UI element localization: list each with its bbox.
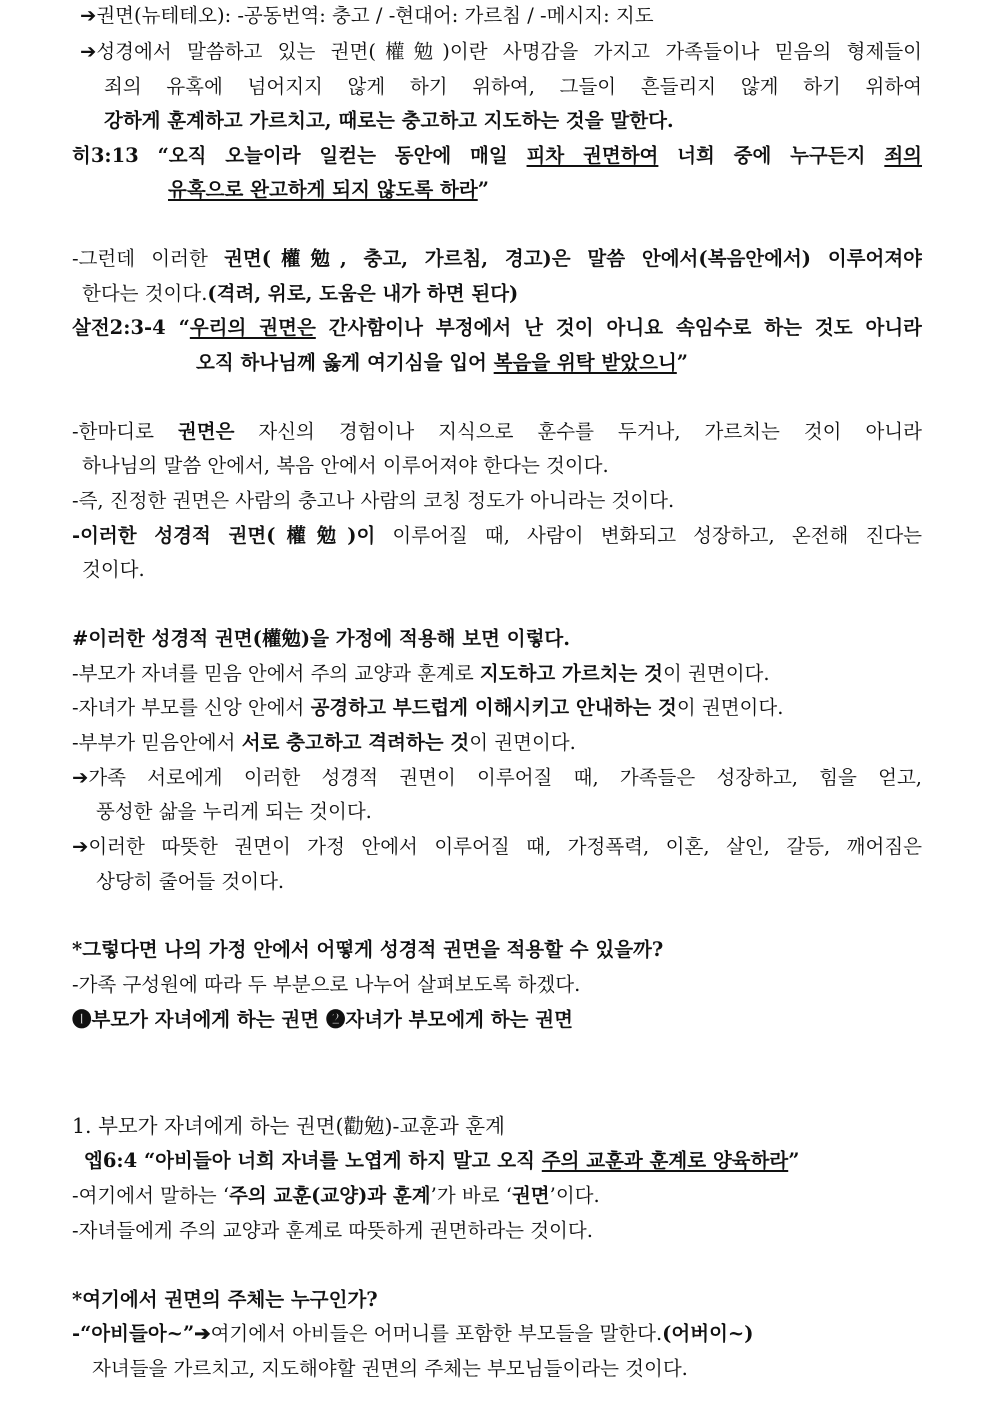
verse-reference: 살전2:3-4 xyxy=(72,316,166,339)
body-line: 강하게 훈계하고 가르치고, 때로는 충고하고 지도하는 것을 말한다. xyxy=(104,109,674,132)
body-line: -자녀가 부모를 신앙 안에서 공경하고 부드럽게 이해시키고 안내하는 것이 권면이다. xyxy=(72,696,784,719)
body-line: 죄의 유혹에 넘어지지 않게 하기 위하여, 그들이 흔들리지 않게 하기 위하여 xyxy=(104,75,922,98)
scripture-verse-thessalonians: 살전2:3-4 “우리의 권면은 간사함이나 부정에서 난 것이 아니요 속임수로 하는 것도 아니라 xyxy=(72,316,922,339)
outline-point-1: ❶부모가 자녀에게 하는 권면 xyxy=(72,1008,320,1031)
body-line: -그런데 이러한 권면(權勉, 충고, 가르침, 경고)은 말씀 안에서(복음안에서) 이루어져야 xyxy=(72,247,922,270)
outline-point-2: ❷자녀가 부모에게 하는 권면 xyxy=(325,1008,573,1031)
body-line: 한다는 것이다.(격려, 위로, 도움은 내가 하면 된다) xyxy=(82,282,519,305)
scripture-verse-continued: 오직 하나님께 옳게 여기심을 입어 복음을 위탁 받았으니” xyxy=(196,351,689,374)
outline-points xyxy=(72,1006,922,1034)
body-line: ➔이러한 따뜻한 권면이 가정 안에서 이루어질 때, 가정폭력, 이혼, 살인, 갈등, 깨어짐은 xyxy=(72,835,922,858)
verse-reference: 히3:13 xyxy=(72,144,139,167)
body-line: 자녀들을 가르치고, 지도해야할 권면의 주체는 부모님들이라는 것이다. xyxy=(92,1357,688,1380)
definition-line: ➔권면(뉴테테오): -공동번역: 충고 / -현대어: 가르침 / -메시지: 지도 xyxy=(80,4,654,27)
scripture-verse-ephesians: 엡6:4 “아비들아 너희 자녀를 노엽게 하지 말고 오직 주의 교훈과 훈계로 양육하라” xyxy=(84,1149,800,1172)
body-line: 상당히 줄어들 것이다. xyxy=(96,870,285,893)
question-heading: *그렇다면 나의 가정 안에서 어떻게 성경적 권면을 적용할 수 있을까? xyxy=(72,938,664,961)
scripture-verse-hebrews: 히3:13 “오직 오늘이라 일컫는 동안에 매일 피차 권면하여 너희 중에 누구든지 죄의 xyxy=(72,144,922,167)
body-line: -부부가 믿음안에서 서로 충고하고 격려하는 것이 권면이다. xyxy=(72,731,576,754)
question-heading: *여기에서 권면의 주체는 누구인가? xyxy=(72,1288,378,1311)
body-line: -자녀들에게 주의 교양과 훈계로 따뜻하게 권면하라는 것이다. xyxy=(72,1219,593,1242)
body-line: -“아비들아~”➔여기에서 아비들은 어머니를 포함한 부모들을 말한다.(어버이~) xyxy=(72,1322,754,1345)
section-title: 1. 부모가 자녀에게 하는 권면(勸勉)-교훈과 훈계 xyxy=(72,1114,505,1138)
body-line: 풍성한 삶을 누리게 되는 것이다. xyxy=(96,800,372,823)
verse-reference: 엡6:4 xyxy=(84,1149,138,1172)
body-line: -이러한 성경적 권면(權勉)이 이루어질 때, 사람이 변화되고 성장하고, 온전해 진다는 xyxy=(72,524,922,547)
scripture-verse-continued: 유혹으로 완고하게 되지 않도록 하라” xyxy=(168,178,489,201)
body-line: -한마디로 권면은 자신의 경험이나 지식으로 훈수를 두거나, 가르치는 것이 아니라 xyxy=(72,420,922,443)
body-line: -부모가 자녀를 믿음 안에서 주의 교양과 훈계로 지도하고 가르치는 것이 권면이다. xyxy=(72,662,770,685)
body-line: -여기에서 말하는 ‘주의 교훈(교양)과 훈계’가 바로 ‘권면’이다. xyxy=(72,1184,600,1207)
body-line: 하나님의 말씀 안에서, 복음 안에서 이루어져야 한다는 것이다. xyxy=(82,454,609,477)
body-line: ➔가족 서로에게 이러한 성경적 권면이 이루어질 때, 가족들은 성장하고, 힘을 얻고, xyxy=(72,766,922,789)
body-line: -즉, 진정한 권면은 사람의 충고나 사람의 코칭 정도가 아니라는 것이다. xyxy=(72,489,675,512)
body-line: -가족 구성원에 따라 두 부분으로 나누어 살펴보도록 하겠다. xyxy=(72,973,581,996)
section-heading: #이러한 성경적 권면(權勉)을 가정에 적용해 보면 이렇다. xyxy=(72,627,571,650)
body-line: ➔성경에서 말씀하고 있는 권면(權勉)이란 사명감을 가지고 가족들이나 믿음의 형제들이 xyxy=(80,40,922,63)
body-line: 것이다. xyxy=(82,558,145,581)
